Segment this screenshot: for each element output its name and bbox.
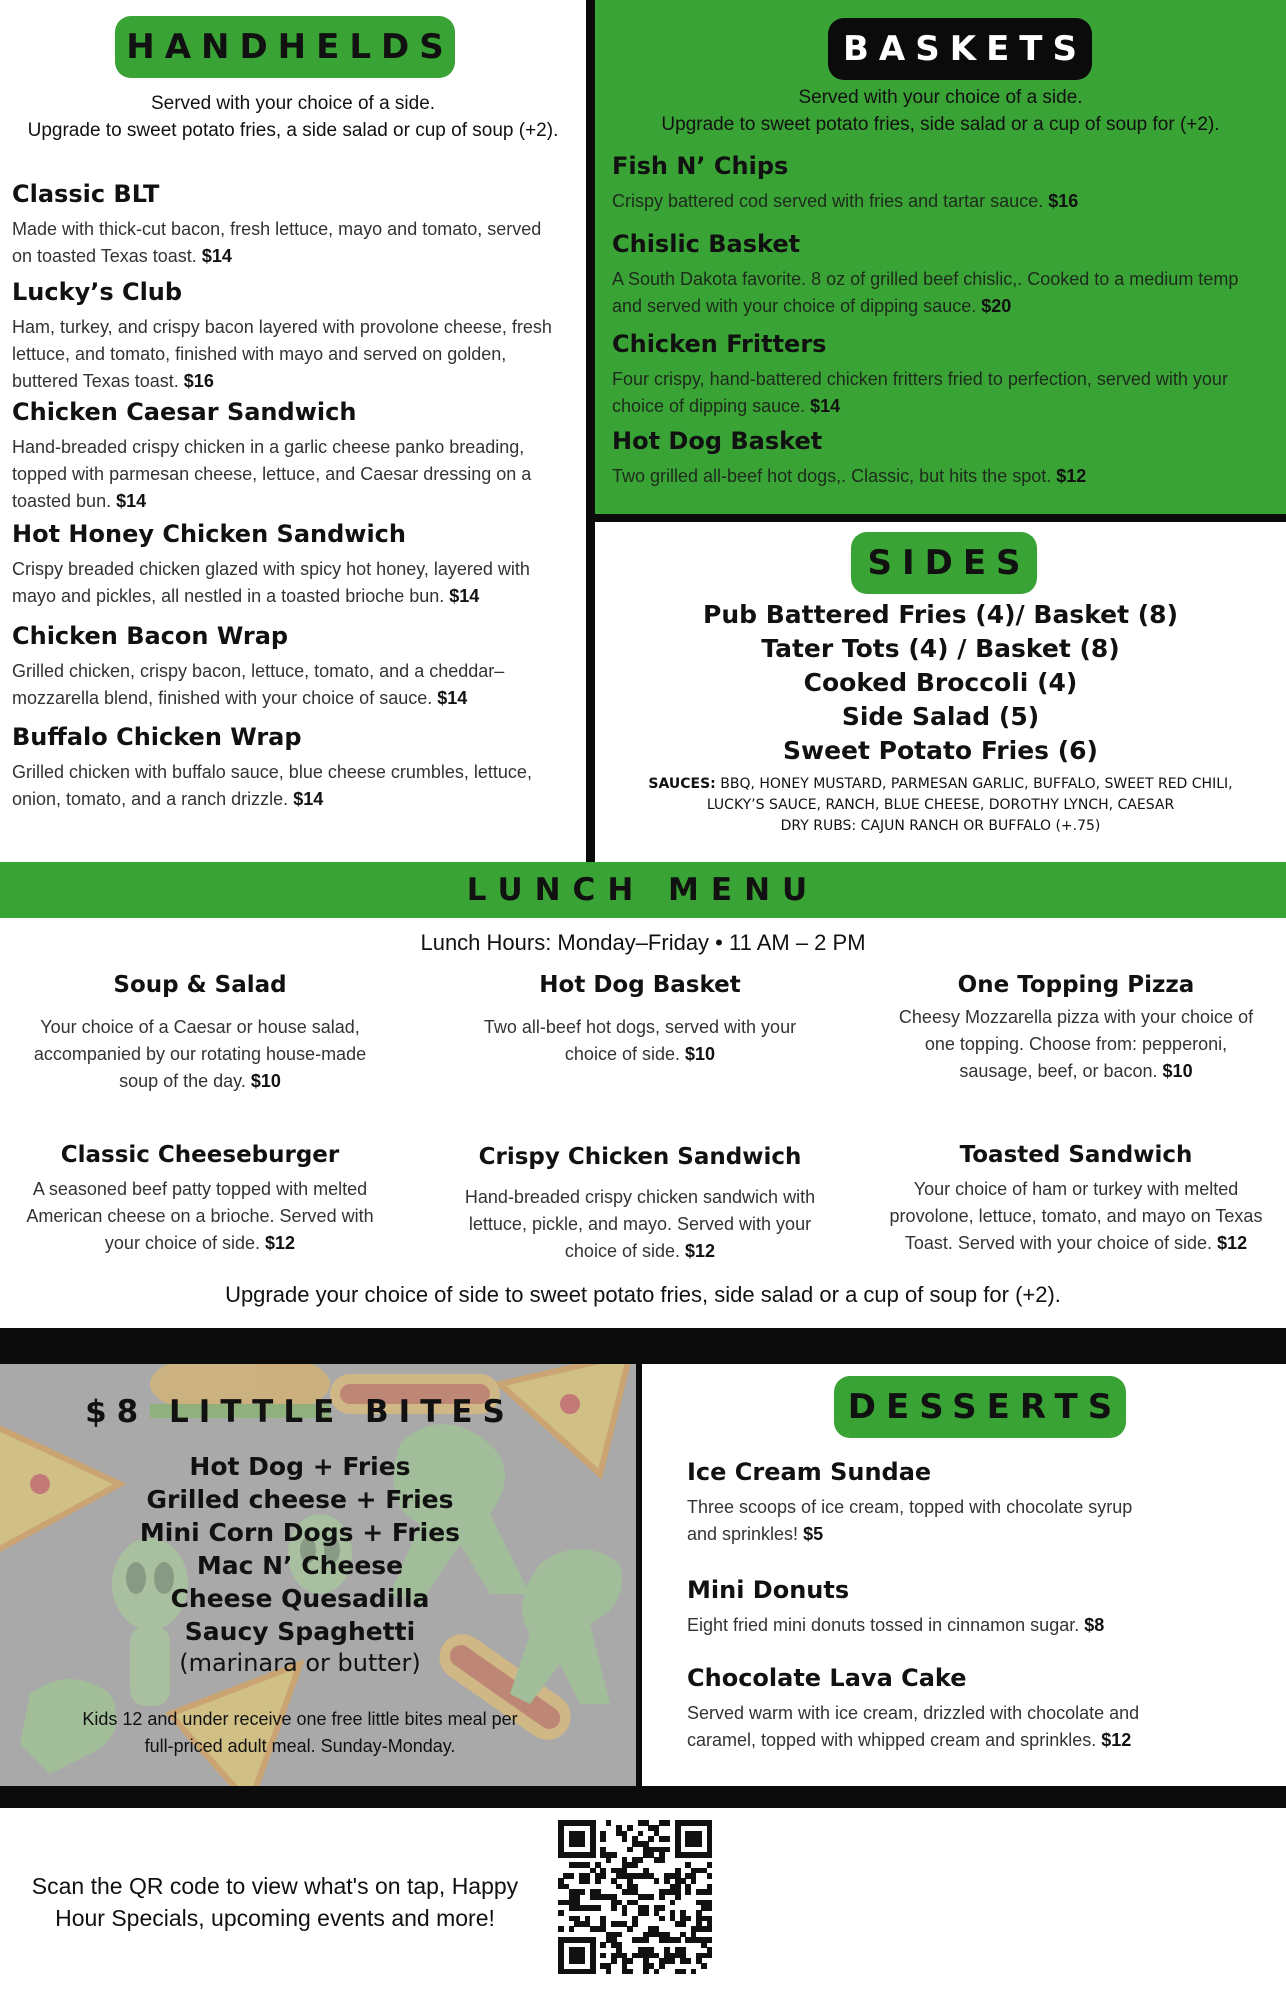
item-desc-text: Grilled chicken, crispy bacon, lettuce, tomato, and a cheddar–mozzarella blend, finished with your choice of sauce. bbox=[12, 661, 505, 708]
qr-module bbox=[590, 1852, 596, 1858]
qr-module bbox=[680, 1969, 686, 1975]
item-desc bbox=[612, 188, 1272, 215]
qr-module bbox=[685, 1958, 691, 1964]
dry-rubs-line: DRY RUBS: CAJUN RANCH OR BUFFALO (+.75) bbox=[780, 818, 1101, 834]
item-desc bbox=[440, 1014, 840, 1068]
menu-item bbox=[612, 152, 1272, 215]
item-name: Mini Donuts bbox=[687, 1576, 850, 1604]
qr-module bbox=[696, 1841, 702, 1847]
little-bites-section bbox=[0, 1364, 636, 1786]
qr-module bbox=[707, 1905, 713, 1911]
qr-module bbox=[643, 1937, 649, 1943]
qr-module bbox=[616, 1932, 622, 1938]
little-bites-note: (marinara or butter) bbox=[179, 1649, 421, 1677]
qr-module bbox=[707, 1926, 713, 1932]
item-desc-text: Made with thick-cut bacon, fresh lettuce, mayo and tomato, served on toasted Texas toast. bbox=[12, 219, 542, 266]
item-name: Classic Cheeseburger bbox=[60, 1142, 340, 1168]
footer bbox=[0, 1808, 1286, 2000]
handhelds-subtitle-line-2: Upgrade to sweet potato fries, a side salad or cup of soup (+2). bbox=[27, 120, 559, 141]
lunch-header-bar bbox=[0, 862, 1286, 918]
item-desc-text: Hand-breaded crispy chicken sandwich with lettuce, pickle, and mayo. Served with your choice of side. bbox=[464, 1187, 816, 1261]
item-price: $8 bbox=[1084, 1615, 1105, 1635]
item-price: $12 bbox=[1056, 466, 1087, 486]
item-desc bbox=[876, 1176, 1276, 1257]
qr-module bbox=[707, 1862, 713, 1868]
item-desc bbox=[0, 1014, 400, 1095]
qr-module bbox=[569, 1873, 575, 1879]
menu-item bbox=[687, 1664, 1207, 1754]
baskets-divider bbox=[595, 514, 1286, 522]
sauces-text-1: BBQ, HONEY MUSTARD, PARMESAN GARLIC, BUFFALO, SWEET RED CHILI, bbox=[715, 776, 1233, 792]
item-price: $10 bbox=[1162, 1061, 1193, 1081]
item-name: Buffalo Chicken Wrap bbox=[12, 723, 302, 751]
item-desc bbox=[12, 759, 562, 813]
item-price: $14 bbox=[116, 491, 147, 511]
menu-item bbox=[12, 180, 562, 270]
side-item: Cooked Broccoli (4) bbox=[803, 668, 1078, 697]
qr-module bbox=[606, 1969, 612, 1975]
qr-module bbox=[664, 1820, 670, 1826]
qr-module bbox=[707, 1873, 713, 1879]
lunch-item bbox=[876, 972, 1276, 1085]
item-desc-text: Eight fried mini donuts tossed in cinnamon sugar. bbox=[687, 1615, 1080, 1635]
menu-item bbox=[12, 723, 562, 813]
menu-item bbox=[687, 1458, 1147, 1548]
kids-note-line-1: Kids 12 and under receive one free little bites meal per bbox=[82, 1709, 518, 1729]
qr-module bbox=[659, 1894, 665, 1900]
qr-module bbox=[627, 1825, 633, 1831]
item-desc bbox=[12, 658, 562, 712]
item-name: Chicken Bacon Wrap bbox=[12, 622, 289, 650]
little-bites-item: Saucy Spaghetti bbox=[184, 1617, 416, 1646]
lunch-item bbox=[0, 1142, 400, 1257]
kids-note-line-2: full-priced adult meal. Sunday-Monday. bbox=[144, 1736, 456, 1756]
qr-module bbox=[664, 1836, 670, 1842]
item-desc-text: Served warm with ice cream, drizzled with chocolate and caramel, topped with whipped cream and sprinkles. bbox=[687, 1703, 1140, 1750]
qr-module bbox=[569, 1926, 575, 1932]
qr-module bbox=[643, 1969, 649, 1975]
item-desc bbox=[440, 1184, 840, 1265]
item-price: $12 bbox=[1101, 1730, 1132, 1750]
item-price: $12 bbox=[1217, 1233, 1248, 1253]
qr-module bbox=[606, 1857, 612, 1863]
desserts-section bbox=[642, 1364, 1286, 1786]
item-desc-text: Cheesy Mozzarella pizza with your choice of one topping. Choose from: pepperoni, sausage, beef, or bacon. bbox=[898, 1007, 1254, 1081]
qr-module bbox=[685, 1916, 691, 1922]
qr-module bbox=[680, 1921, 686, 1927]
qr-module bbox=[579, 1958, 585, 1964]
item-name: Chicken Caesar Sandwich bbox=[12, 398, 357, 426]
qr-module bbox=[707, 1937, 713, 1943]
item-name: Classic BLT bbox=[12, 180, 160, 208]
baskets-section bbox=[595, 0, 1286, 514]
qr-module bbox=[558, 1910, 564, 1916]
item-price: $10 bbox=[250, 1071, 281, 1091]
handhelds-section bbox=[0, 0, 586, 862]
item-desc-text: Hand-breaded crispy chicken in a garlic cheese panko breading, topped with parmesan cheese, lettuce, and Caesar dressing on a toasted bun. bbox=[12, 437, 532, 511]
qr-module bbox=[691, 1878, 697, 1884]
qr-module bbox=[627, 1926, 633, 1932]
item-name: One Topping Pizza bbox=[957, 972, 1195, 998]
side-item: Side Salad (5) bbox=[841, 702, 1040, 731]
side-item: Pub Battered Fries (4)/ Basket (8) bbox=[703, 600, 1178, 629]
qr-module bbox=[707, 1852, 713, 1858]
qr-module bbox=[670, 1958, 676, 1964]
qr-module bbox=[622, 1910, 628, 1916]
handhelds-heading: HANDHELDS bbox=[115, 16, 455, 78]
qr-module bbox=[585, 1878, 591, 1884]
bottom-band bbox=[0, 1786, 1286, 1808]
baskets-heading: BASKETS bbox=[828, 18, 1092, 80]
qr-module bbox=[558, 1926, 564, 1932]
qr-module bbox=[664, 1847, 670, 1853]
qr-module bbox=[595, 1905, 601, 1911]
qr-module bbox=[579, 1889, 585, 1895]
item-desc-text: A seasoned beef patty topped with melted American cheese on a brioche. Served with your choice of side. bbox=[26, 1179, 374, 1253]
qr-module bbox=[648, 1836, 654, 1842]
item-desc bbox=[0, 1176, 400, 1257]
lunch-hours: Lunch Hours: Monday–Friday • 11 AM – 2 PM bbox=[420, 930, 866, 955]
qr-module bbox=[707, 1889, 713, 1895]
lunch-section bbox=[0, 918, 1286, 1328]
item-desc bbox=[687, 1612, 1187, 1639]
item-desc-text: Four crispy, hand-battered chicken fritters fried to perfection, served with your choice of dipping sauce. bbox=[612, 369, 1228, 416]
qr-module bbox=[648, 1894, 654, 1900]
footer-text bbox=[20, 1870, 530, 1934]
little-bites-item: Cheese Quesadilla bbox=[170, 1584, 430, 1613]
item-price: $14 bbox=[293, 789, 324, 809]
baskets-subtitle bbox=[595, 84, 1286, 138]
item-name: Hot Dog Basket bbox=[612, 427, 823, 455]
item-desc-text: Ham, turkey, and crispy bacon layered with provolone cheese, fresh lettuce, and tomato, finished with mayo and served on golden, buttered Texas toast. bbox=[12, 317, 552, 391]
side-item: Sweet Potato Fries (6) bbox=[783, 736, 1098, 765]
little-bites-item: Mac N’ Cheese bbox=[196, 1551, 404, 1580]
qr-module bbox=[670, 1900, 676, 1906]
menu-item bbox=[12, 520, 562, 610]
item-desc bbox=[612, 366, 1272, 420]
lunch-item bbox=[440, 1144, 840, 1265]
item-desc bbox=[12, 556, 562, 610]
item-name: Hot Honey Chicken Sandwich bbox=[12, 520, 406, 548]
lunch-upgrade-note: Upgrade your choice of side to sweet potato fries, side salad or a cup of soup for (+2). bbox=[225, 1282, 1061, 1307]
item-name: Toasted Sandwich bbox=[959, 1142, 1193, 1168]
qr-module bbox=[659, 1963, 665, 1969]
item-name: Chocolate Lava Cake bbox=[687, 1664, 967, 1692]
sides-heading: SIDES bbox=[851, 532, 1037, 594]
lunch-heading: LUNCH MENU bbox=[466, 872, 820, 908]
qr-module bbox=[638, 1831, 644, 1837]
qr-module bbox=[659, 1857, 665, 1863]
qr-module bbox=[659, 1916, 665, 1922]
qr-module bbox=[600, 1953, 606, 1959]
lunch-item bbox=[876, 1142, 1276, 1257]
sides-list bbox=[595, 598, 1286, 768]
qr-module bbox=[622, 1836, 628, 1842]
item-name: Fish N’ Chips bbox=[612, 152, 789, 180]
side-item: Tater Tots (4) / Basket (8) bbox=[761, 634, 1120, 663]
qr-module bbox=[707, 1953, 713, 1959]
menu-item bbox=[12, 622, 562, 712]
qr-module bbox=[691, 1969, 697, 1975]
little-bites-item: Hot Dog + Fries bbox=[189, 1452, 411, 1481]
item-name: Hot Dog Basket bbox=[539, 972, 741, 998]
item-name: Lucky’s Club bbox=[12, 278, 183, 306]
qr-module bbox=[590, 1969, 596, 1975]
item-desc-text: Grilled chicken with buffalo sauce, blue cheese crumbles, lettuce, onion, tomato, and a ranch drizzle. bbox=[12, 762, 532, 809]
item-price: $12 bbox=[265, 1233, 296, 1253]
item-desc-text: Your choice of ham or turkey with melted provolone, lettuce, tomato, and mayo on Texas Toast. Served with your choice of side. bbox=[889, 1179, 1263, 1253]
menu-item bbox=[612, 330, 1272, 420]
item-price: $16 bbox=[1048, 191, 1079, 211]
qr-module bbox=[632, 1862, 638, 1868]
qr-module bbox=[600, 1836, 606, 1842]
item-desc-text: A South Dakota favorite. 8 oz of grilled beef chislic,. Cooked to a medium temp and served with your choice of dipping sauce. bbox=[612, 269, 1239, 316]
qr-module bbox=[654, 1969, 660, 1975]
item-price: $12 bbox=[685, 1241, 716, 1261]
item-price: $14 bbox=[437, 688, 468, 708]
item-desc bbox=[687, 1700, 1207, 1754]
menu-item bbox=[612, 427, 1272, 490]
lunch-item bbox=[440, 972, 840, 1068]
qr-module bbox=[611, 1958, 617, 1964]
item-desc bbox=[12, 314, 562, 395]
sauces-block bbox=[595, 774, 1286, 837]
sauces-label: SAUCES: bbox=[648, 776, 716, 792]
qr-module bbox=[685, 1889, 691, 1895]
qr-module bbox=[632, 1921, 638, 1927]
kids-note bbox=[0, 1706, 600, 1760]
sauces-line-1 bbox=[595, 774, 1286, 795]
item-price: $14 bbox=[810, 396, 841, 416]
item-desc-text: Two all-beef hot dogs, served with your choice of side. bbox=[483, 1017, 797, 1064]
item-price: $5 bbox=[803, 1524, 824, 1544]
item-desc bbox=[612, 266, 1272, 320]
qr-module bbox=[600, 1873, 606, 1879]
qr-module bbox=[627, 1969, 633, 1975]
item-price: $10 bbox=[685, 1044, 716, 1064]
item-desc bbox=[612, 463, 1272, 490]
item-desc-text: Your choice of a Caesar or house salad, accompanied by our rotating house-made soup of the day. bbox=[33, 1017, 367, 1091]
qr-module bbox=[627, 1847, 633, 1853]
footer-line-1: Scan the QR code to view what's on tap, Happy bbox=[31, 1873, 519, 1899]
vertical-divider bbox=[586, 0, 595, 862]
qr-module bbox=[659, 1905, 665, 1911]
handhelds-subtitle bbox=[0, 90, 586, 144]
little-bites-list bbox=[0, 1450, 600, 1678]
item-desc bbox=[876, 1004, 1276, 1085]
desserts-heading: DESSERTS bbox=[834, 1376, 1126, 1438]
item-desc bbox=[12, 216, 562, 270]
little-bites-heading: $8 LITTLE BITES bbox=[85, 1394, 515, 1430]
item-price: $16 bbox=[183, 371, 214, 391]
footer-line-2: Hour Specials, upcoming events and more! bbox=[55, 1905, 495, 1931]
qr-code[interactable] bbox=[558, 1820, 712, 1974]
item-desc bbox=[12, 434, 562, 515]
menu-item bbox=[12, 278, 562, 395]
lunch-item bbox=[0, 972, 400, 1095]
qr-module bbox=[701, 1963, 707, 1969]
qr-module bbox=[611, 1852, 617, 1858]
item-name: Chicken Fritters bbox=[612, 330, 827, 358]
item-desc-text: Three scoops of ice cream, topped with chocolate syrup and sprinkles! bbox=[687, 1497, 1133, 1544]
qr-module bbox=[638, 1857, 644, 1863]
item-price: $14 bbox=[449, 586, 480, 606]
qr-module bbox=[611, 1905, 617, 1911]
qr-module bbox=[643, 1910, 649, 1916]
qr-module bbox=[595, 1878, 601, 1884]
menu-item bbox=[12, 398, 562, 515]
qr-module bbox=[579, 1841, 585, 1847]
sauces-line-2: LUCKY’S SAUCE, RANCH, BLUE CHEESE, DOROTHY LYNCH, CAESAR bbox=[706, 797, 1175, 813]
item-name: Chislic Basket bbox=[612, 230, 801, 258]
qr-module bbox=[654, 1878, 660, 1884]
item-desc-text: Two grilled all-beef hot dogs,. Classic, but hits the spot. bbox=[612, 466, 1052, 486]
qr-module bbox=[600, 1942, 606, 1948]
menu-item bbox=[612, 230, 1272, 320]
little-bites-item: Grilled cheese + Fries bbox=[146, 1485, 454, 1514]
item-desc-text: Crispy breaded chicken glazed with spicy hot honey, layered with mayo and pickles, all nestled in a toasted brioche bun. bbox=[12, 559, 530, 606]
item-name: Crispy Chicken Sandwich bbox=[478, 1144, 802, 1170]
little-bites-item: Mini Corn Dogs + Fries bbox=[139, 1518, 461, 1547]
menu-item bbox=[687, 1576, 1187, 1639]
item-desc-text: Crispy battered cod served with fries and tartar sauce. bbox=[612, 191, 1044, 211]
item-name: Ice Cream Sundae bbox=[687, 1458, 932, 1486]
sides-section bbox=[595, 522, 1286, 862]
baskets-subtitle-line-2: Upgrade to sweet potato fries, side salad or a cup of soup for (+2). bbox=[661, 114, 1220, 135]
qr-module bbox=[675, 1894, 681, 1900]
baskets-subtitle-line-1: Served with your choice of a side. bbox=[798, 87, 1083, 108]
item-desc bbox=[687, 1494, 1147, 1548]
qr-module bbox=[606, 1820, 612, 1826]
item-name: Soup & Salad bbox=[113, 972, 287, 998]
black-band bbox=[0, 1328, 1286, 1364]
item-price: $20 bbox=[981, 296, 1012, 316]
qr-module bbox=[627, 1958, 633, 1964]
handhelds-subtitle-line-1: Served with your choice of a side. bbox=[150, 93, 436, 114]
qr-module bbox=[675, 1937, 681, 1943]
item-price: $14 bbox=[201, 246, 232, 266]
